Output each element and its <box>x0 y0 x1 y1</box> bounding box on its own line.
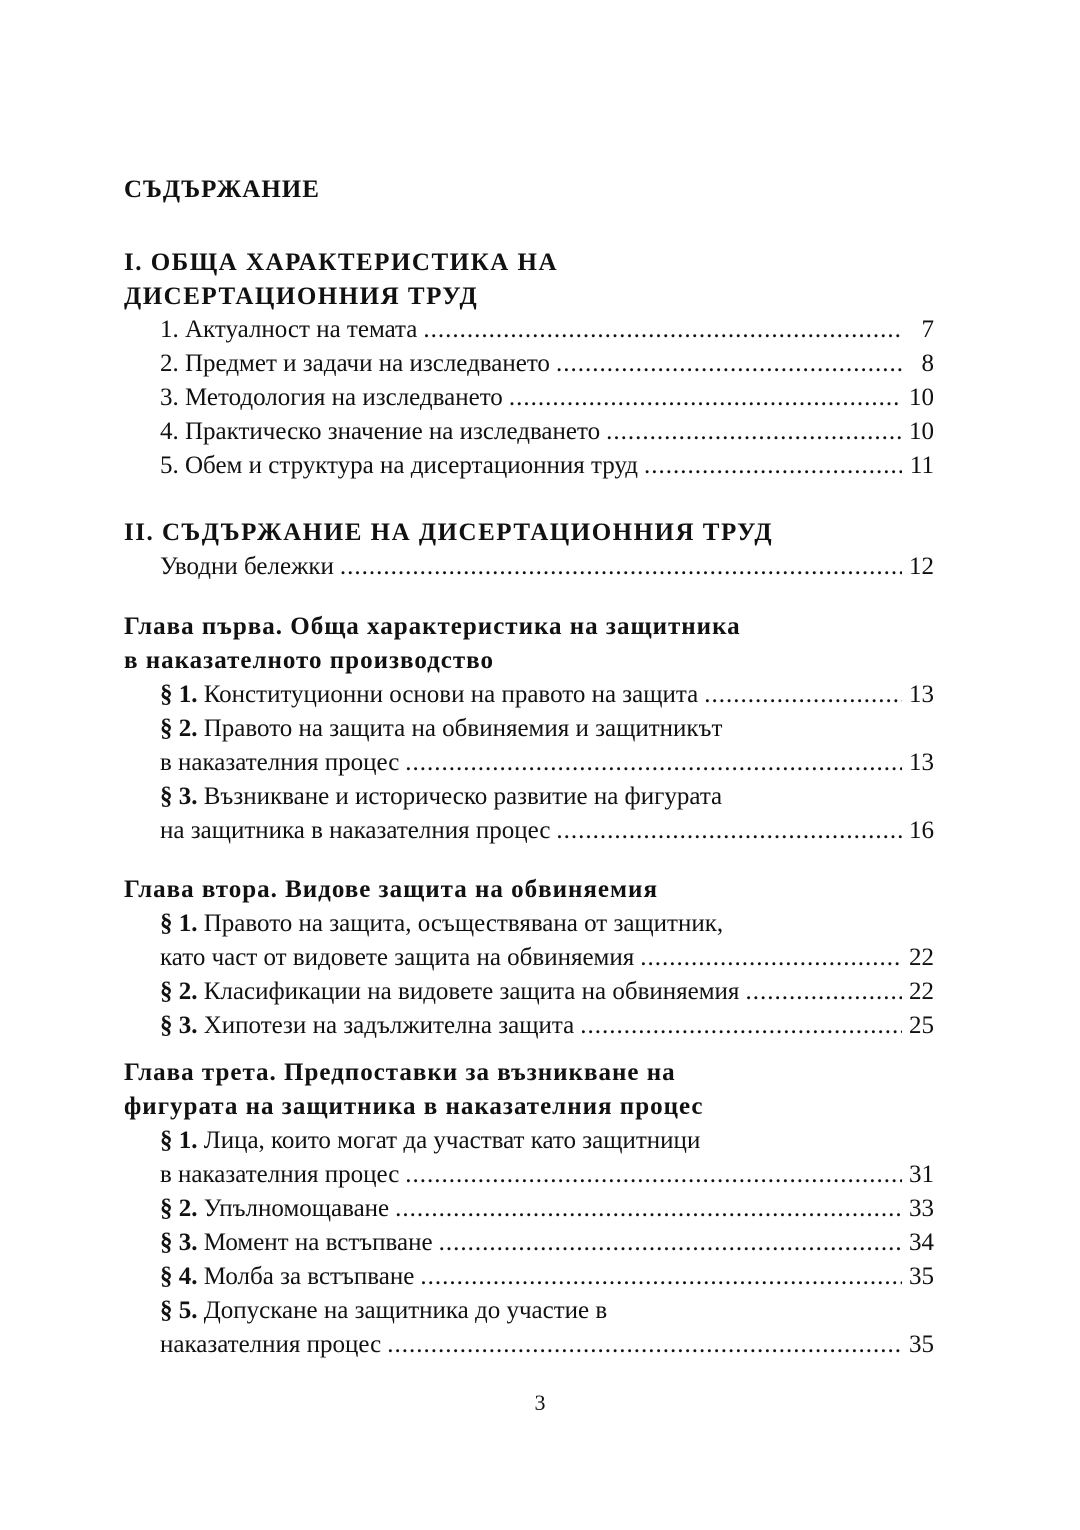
toc-entry[interactable] <box>160 1158 934 1192</box>
section-mark: § 2. <box>160 978 198 1005</box>
page-title: СЪДЪРЖАНИЕ <box>124 176 320 203</box>
toc-entry[interactable] <box>160 1226 934 1260</box>
chapter3-heading-line2: фигурата на защитника в наказателния процес <box>124 1093 704 1120</box>
section-mark: § 3. <box>160 1012 198 1039</box>
toc-entry-label: Момент на встъпване <box>203 1229 433 1256</box>
toc-entry-label: наказателния процес <box>160 1331 382 1358</box>
leader-dots <box>580 1009 902 1043</box>
toc-entry[interactable] <box>160 347 934 381</box>
toc-entry-label: Лица, които могат да участват като защитници <box>203 1127 701 1154</box>
toc-entry[interactable] <box>160 313 934 347</box>
toc-entry-label: 2. Предмет и задачи на изследването <box>160 350 550 377</box>
chapter1-heading-line1: Глава първа. Обща характеристика на защитника <box>124 613 741 640</box>
leader-dots <box>556 814 902 848</box>
toc-entry-page: 10 <box>909 418 934 445</box>
chapter1-heading <box>124 610 741 678</box>
section-mark: § 1. <box>160 910 198 937</box>
toc-entry-first-line[interactable] <box>160 780 722 814</box>
toc-entry-label: като част от видовете защита на обвиняемия <box>160 944 635 971</box>
leader-dots <box>405 746 902 780</box>
leader-dots <box>420 1260 902 1294</box>
leader-dots <box>439 1226 902 1260</box>
toc-entry-page: 10 <box>909 384 934 411</box>
toc-entry-page: 22 <box>909 978 934 1005</box>
leader-dots <box>405 1158 902 1192</box>
toc-entry-first-line[interactable] <box>160 907 723 941</box>
toc-entry-page: 13 <box>909 681 934 708</box>
section-mark: § 5. <box>160 1297 198 1324</box>
toc-entry[interactable] <box>160 975 934 1009</box>
leader-dots <box>704 678 902 712</box>
toc-entry-label: на защитника в наказателния процес <box>160 817 551 844</box>
leader-dots <box>745 975 902 1009</box>
chapter1-heading-line2: в наказателното производство <box>124 647 494 674</box>
toc-entry-page: 22 <box>909 944 934 971</box>
toc-entry-page: 35 <box>909 1331 934 1358</box>
toc-entry[interactable] <box>160 415 934 449</box>
toc-entry-first-line[interactable] <box>160 1124 700 1158</box>
chapter3-heading-line1: Глава трета. Предпоставки за възникване на <box>124 1059 676 1086</box>
toc-entry-label: 1. Актуалност на темата <box>160 316 418 343</box>
toc-entry-label: 3. Методология на изследването <box>160 384 503 411</box>
toc-entry-page: 35 <box>909 1263 934 1290</box>
leader-dots <box>395 1192 902 1226</box>
section-mark: § 1. <box>160 681 198 708</box>
toc-entry-page: 11 <box>909 452 934 479</box>
toc-entry[interactable] <box>160 1192 934 1226</box>
section-mark: § 4. <box>160 1263 198 1290</box>
toc-entry-label: Възникване и историческо развитие на фигурата <box>203 783 723 810</box>
part1-heading <box>124 246 558 314</box>
toc-entry[interactable] <box>160 550 934 584</box>
part1-heading-line2: ДИСЕРТАЦИОННИЯ ТРУД <box>124 283 479 310</box>
toc-entry[interactable] <box>160 814 934 848</box>
toc-entry[interactable] <box>160 1328 934 1362</box>
toc-entry-label: Упълномощаване <box>203 1195 390 1222</box>
toc-entry-first-line[interactable] <box>160 712 722 746</box>
toc-entry-page: 7 <box>921 316 934 343</box>
toc-entry-label: в наказателния процес <box>160 1161 400 1188</box>
leader-dots <box>556 347 902 381</box>
toc-entry-page: 31 <box>909 1161 934 1188</box>
toc-entry-page: 34 <box>909 1229 934 1256</box>
toc-entry[interactable] <box>160 381 934 415</box>
leader-dots <box>640 941 902 975</box>
toc-entry-page: 16 <box>909 817 934 844</box>
toc-entry-label: Конституционни основи на правото на защита <box>203 681 699 708</box>
section-mark: § 2. <box>160 1195 198 1222</box>
section-mark: § 3. <box>160 1229 198 1256</box>
toc-entry-label: Уводни бележки <box>160 553 334 580</box>
section-mark: § 2. <box>160 715 198 742</box>
toc-entry-page: 12 <box>909 553 934 580</box>
section-mark: § 1. <box>160 1127 198 1154</box>
section-mark: § 3. <box>160 783 198 810</box>
page-number: 3 <box>534 1390 546 1415</box>
toc-entry-label: Класификации на видовете защита на обвиняемия <box>203 978 740 1005</box>
toc-entry-page: 13 <box>909 749 934 776</box>
toc-entry-page: 25 <box>909 1012 934 1039</box>
toc-entry[interactable] <box>160 941 934 975</box>
toc-entry-label: 4. Практическо значение на изследването <box>160 418 601 445</box>
leader-dots <box>644 449 902 483</box>
toc-entry[interactable] <box>160 746 934 780</box>
toc-entry-label: Правото на защита на обвиняемия и защитникът <box>203 715 723 742</box>
toc-entry-label: Допускане на защитника до участие в <box>203 1297 608 1324</box>
toc-entry-label: в наказателния процес <box>160 749 400 776</box>
leader-dots <box>340 550 902 584</box>
leader-dots <box>387 1328 902 1362</box>
leader-dots <box>423 313 902 347</box>
part1-heading-line1: I. ОБЩА ХАРАКТЕРИСТИКА НА <box>124 249 558 276</box>
toc-entry-label: Правото на защита, осъществявана от защитник, <box>203 910 724 937</box>
chapter2-heading: Глава втора. Видове защита на обвиняемия <box>124 876 658 903</box>
toc-entry-page: 33 <box>909 1195 934 1222</box>
chapter3-heading <box>124 1056 704 1124</box>
toc-entry[interactable] <box>160 449 934 483</box>
toc-entry-label: Хипотези на задължителна защита <box>203 1012 575 1039</box>
toc-entry-label: Молба за встъпване <box>203 1263 415 1290</box>
leader-dots <box>606 415 902 449</box>
part2-heading: II. СЪДЪРЖАНИЕ НА ДИСЕРТАЦИОННИЯ ТРУД <box>124 519 774 546</box>
leader-dots <box>509 381 902 415</box>
toc-entry-page: 8 <box>921 350 934 377</box>
toc-entry[interactable] <box>160 678 934 712</box>
toc-entry-label: 5. Обем и структура на дисертационния труд <box>160 452 639 479</box>
toc-entry[interactable] <box>160 1260 934 1294</box>
toc-entry[interactable] <box>160 1009 934 1043</box>
toc-entry-first-line[interactable] <box>160 1294 607 1328</box>
